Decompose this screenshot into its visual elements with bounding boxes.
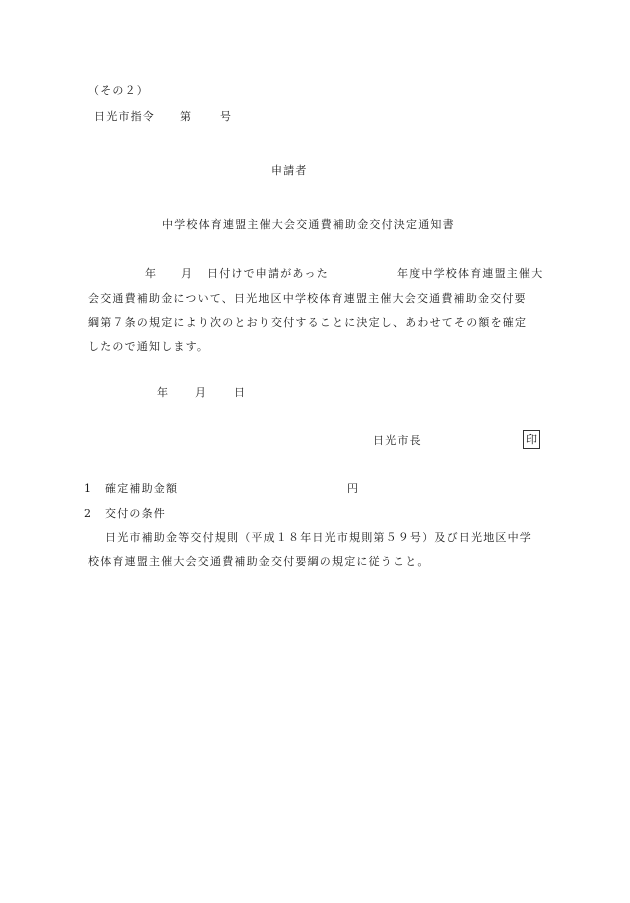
item-2-label: 交付の条件 <box>105 507 166 520</box>
order-office: 日光市指令 <box>94 110 155 123</box>
body-year: 年 <box>145 267 158 280</box>
item-2-number: 2 <box>84 507 93 520</box>
document-title: 中学校体育連盟主催大会交通費補助金交付決定通知書 <box>162 218 455 231</box>
body-month: 月 <box>181 267 194 280</box>
order-dai: 第 <box>180 110 193 123</box>
condition-line-1: 日光市補助金等交付規則（平成１８年日光市規則第５９号）及び日光地区中学 <box>105 531 532 544</box>
body-fiscal-year: 年度中学校体育連盟主催大 <box>397 267 544 280</box>
body-line-2: 会交通費補助金について、日光地区中学校体育連盟主催大会交通費補助金交付要 <box>88 292 527 305</box>
date-day: 日 <box>234 386 247 399</box>
item-1-unit: 円 <box>347 482 360 495</box>
body-line-4: したので通知します。 <box>88 340 210 353</box>
seal-stamp: 印 <box>523 430 540 449</box>
date-month: 月 <box>195 386 208 399</box>
body-dated: 日付けで申請があった <box>207 267 329 280</box>
condition-line-2: 校体育連盟主催大会交通費補助金交付要綱の規定に従うこと。 <box>88 555 430 568</box>
issuer-title: 日光市長 <box>373 434 422 447</box>
applicant-label: 申請者 <box>271 164 308 177</box>
header-note: （その２） <box>88 84 149 97</box>
date-year: 年 <box>157 386 170 399</box>
body-line-3: 綱第７条の規定により次のとおり交付することに決定し、あわせてその額を確定 <box>88 316 528 329</box>
item-1-label: 確定補助金額 <box>105 482 179 495</box>
item-1-number: 1 <box>84 482 93 495</box>
order-go: 号 <box>220 110 233 123</box>
